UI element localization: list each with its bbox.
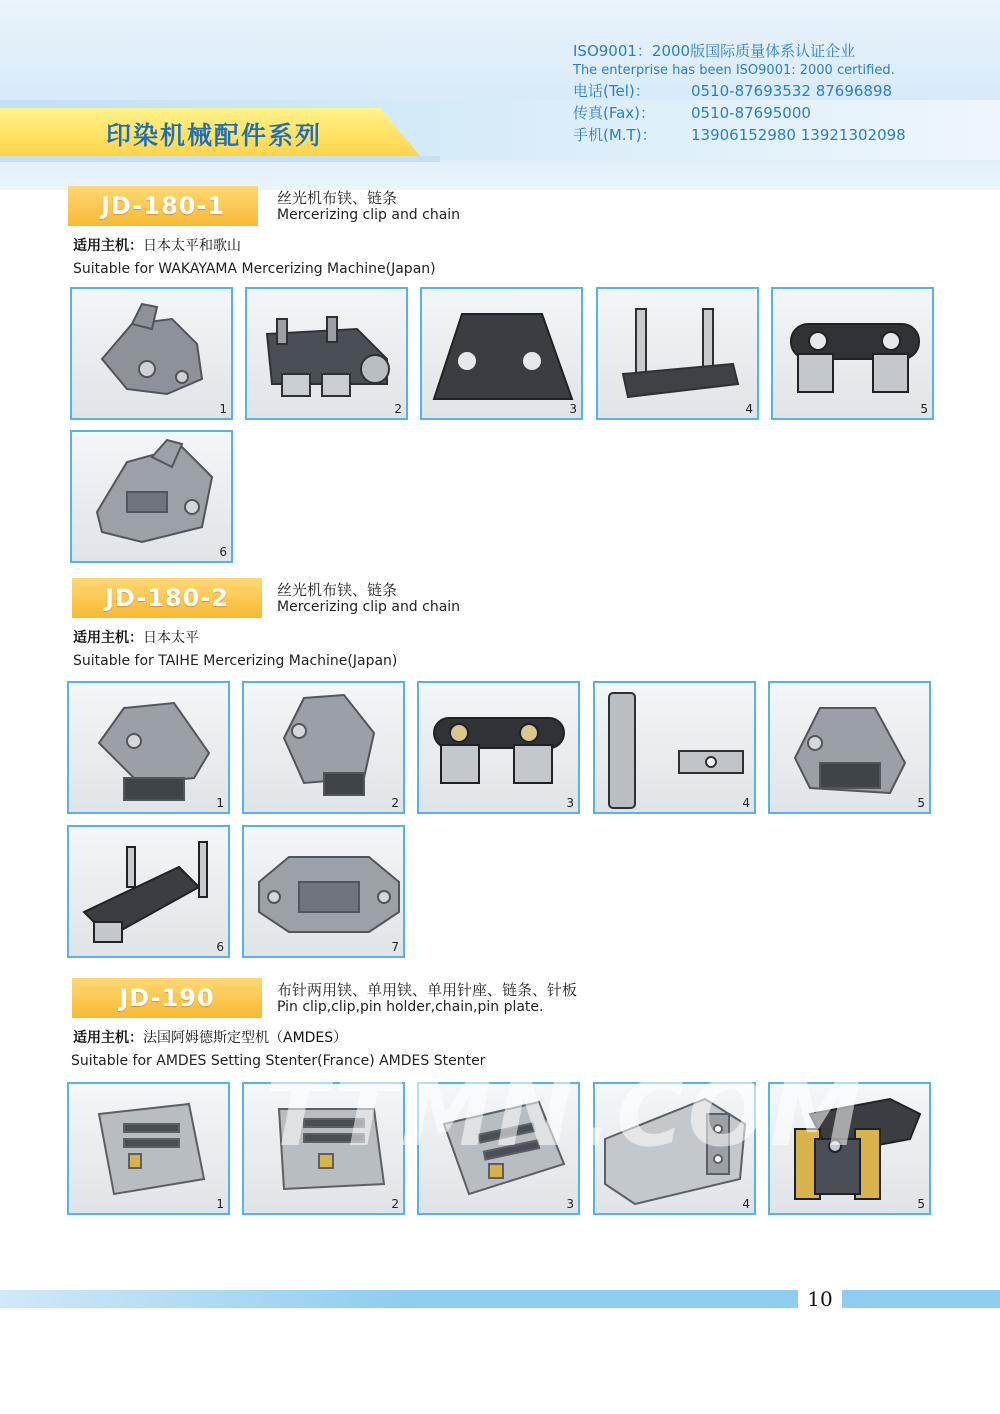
product-photo — [67, 681, 230, 814]
product-photo — [417, 681, 580, 814]
cert-zh: ISO9001：2000版国际质量体系认证企业 — [573, 42, 856, 60]
product-photo — [596, 287, 759, 420]
clip-part-illustration — [69, 683, 230, 814]
host-label: 适用主机： — [73, 1030, 143, 1046]
item-number: 1 — [216, 796, 224, 810]
host-machine-zh — [73, 627, 199, 647]
watermark: TTMN.COM — [265, 1060, 866, 1167]
product-photo — [768, 681, 931, 814]
stenter-clip-illustration — [69, 1084, 230, 1215]
item-number: 3 — [569, 402, 577, 416]
pin-plate-illustration — [69, 827, 230, 958]
host-value: 日本太平 — [143, 630, 199, 646]
product-photo — [771, 287, 934, 420]
pin-plate-illustration — [598, 289, 759, 420]
footer-bar — [0, 1290, 1000, 1308]
clip-assembly-illustration — [72, 432, 233, 563]
host-machine-en: Suitable for TAIHE Mercerizing Machine(Japan) — [73, 653, 398, 669]
page-number: 10 — [798, 1284, 842, 1314]
chain-roller-illustration — [773, 289, 934, 420]
product-photo — [242, 681, 405, 814]
mobile-label: 手机(M.T)： — [573, 126, 657, 144]
clip-part-illustration — [244, 683, 405, 814]
chain-roller-illustration — [419, 683, 580, 814]
host-machine-en: Suitable for AMDES Setting Stenter(France) AMDES Stenter — [71, 1053, 486, 1069]
cert-en: The enterprise has been ISO9001: 2000 certified. — [573, 63, 895, 78]
item-number: 3 — [566, 1197, 574, 1211]
plate-illustration — [422, 289, 583, 420]
host-machine-zh — [73, 235, 241, 255]
section-name-en: Pin clip,clip,pin holder,chain,pin plate. — [277, 999, 544, 1015]
fax-row — [573, 102, 993, 124]
section-code-badge: JD-180-2 — [72, 578, 262, 618]
clip-part-illustration — [770, 683, 931, 814]
item-number: 5 — [917, 1197, 925, 1211]
section-name-zh: 丝光机布铗、链条 — [277, 189, 398, 207]
item-number: 6 — [219, 545, 227, 559]
host-value: 法国阿姆德斯定型机（AMDES） — [143, 1030, 348, 1046]
product-photo — [420, 287, 583, 420]
item-number: 2 — [394, 402, 402, 416]
section-name-en: Mercerizing clip and chain — [277, 207, 461, 223]
chain-link-illustration — [247, 289, 408, 420]
pin-and-washer-illustration — [595, 683, 756, 814]
title-tab-shadow — [0, 156, 440, 162]
product-photo — [70, 430, 233, 563]
host-value: 日本太平和歌山 — [143, 238, 241, 254]
tel-row — [573, 80, 993, 102]
item-number: 6 — [216, 940, 224, 954]
mobile-value: 13906152980 13921302098 — [691, 126, 906, 144]
item-number: 3 — [566, 796, 574, 810]
section-code-badge: JD-190 — [72, 978, 262, 1018]
fax-label: 传真(Fax)： — [573, 104, 656, 122]
product-photo — [593, 681, 756, 814]
item-number: 4 — [745, 402, 753, 416]
product-photo — [242, 825, 405, 958]
pin-holder-illustration — [244, 827, 405, 958]
item-number: 5 — [920, 402, 928, 416]
host-label: 适用主机： — [73, 630, 143, 646]
item-number: 4 — [742, 796, 750, 810]
section-name-zh: 布针两用铗、单用铗、单用针座、链条、针板 — [277, 981, 578, 999]
product-photo — [245, 287, 408, 420]
section-code-badge: JD-180-1 — [68, 186, 258, 226]
product-photo — [70, 287, 233, 420]
fax-value: 0510-87695000 — [691, 104, 811, 122]
product-photo — [67, 825, 230, 958]
page-title: 印染机械配件系列 — [106, 121, 323, 150]
host-machine-zh — [73, 1027, 347, 1047]
item-number: 5 — [917, 796, 925, 810]
item-number: 1 — [216, 1197, 224, 1211]
item-number: 1 — [219, 402, 227, 416]
mobile-row — [573, 124, 993, 146]
tel-label: 电话(Tel)： — [573, 82, 650, 100]
item-number: 4 — [742, 1197, 750, 1211]
section-name-en: Mercerizing clip and chain — [277, 599, 461, 615]
section-name-zh: 丝光机布铗、链条 — [277, 581, 398, 599]
tel-value: 0510-87693532 87696898 — [691, 82, 893, 100]
item-number: 2 — [391, 796, 399, 810]
item-number: 7 — [391, 940, 399, 954]
host-label: 适用主机： — [73, 238, 143, 254]
clip-part-illustration — [72, 289, 233, 420]
item-number: 2 — [391, 1197, 399, 1211]
certification-block — [573, 40, 993, 146]
host-machine-en: Suitable for WAKAYAMA Mercerizing Machine(Japan) — [73, 261, 436, 277]
product-photo — [67, 1082, 230, 1215]
